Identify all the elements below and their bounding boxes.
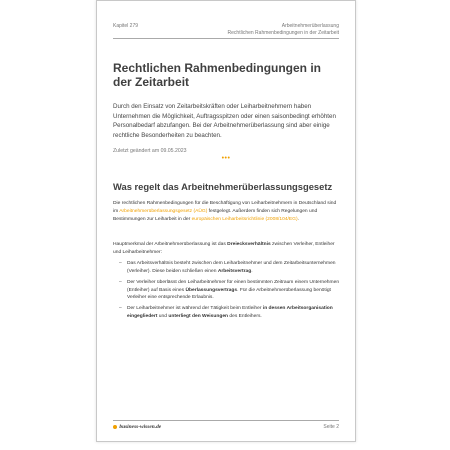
page-number: Seite 2 — [323, 424, 339, 430]
list-item-text: . Für die Arbeitnehmerüberlassung benötigt Verleiher eine entsprechende Erlaubnis. — [127, 287, 331, 301]
header-divider — [113, 38, 339, 39]
list-item — [119, 279, 341, 302]
paragraph-text: zwischen Verleiher, Entleiher und Leiharbeitnehmer: — [113, 242, 335, 255]
list-item-text: Der Verleiher überlässt den Leiharbeitnehmer für einen bestimmten Zeitraum einem Unternehmen (Entleiher) auf Basis eines — [127, 279, 340, 293]
document-page — [96, 0, 356, 442]
dash-marker: – — [119, 261, 122, 266]
aug-link[interactable]: Arbeitnehmerüberlassungsgesetz (AÜG) — [119, 208, 208, 214]
footer-divider — [113, 420, 339, 421]
section-heading: Was regelt das Arbeitnehmerüberlassungsgesetz — [113, 181, 333, 192]
list-item-text: und — [157, 314, 169, 320]
brand-logo[interactable] — [113, 424, 161, 430]
logo-text: business-wissen.de — [119, 424, 162, 430]
eu-directive-link[interactable]: europäischen Leiharbeitsrichtlinie (2008/104/EG) — [191, 216, 298, 222]
running-header-title: Arbeitnehmerüberlassung — [281, 23, 339, 29]
list-item-text: Der Leiharbeitnehmer ist während der Tätigkeit beim Entleiher — [127, 306, 263, 312]
last-updated: Zuletzt geändert am 09.05.2023 — [113, 148, 187, 154]
chapter-label: Kapitel 279 — [113, 23, 139, 29]
list-item-text: des Entleihers. — [228, 314, 262, 320]
bold-term: in dessen Arbeitsorganisation eingegliedert — [127, 306, 333, 320]
paragraph-triangle — [113, 241, 341, 257]
list-item — [119, 260, 341, 276]
running-header — [228, 23, 339, 36]
page-title: Rechtlichen Rahmenbedingungen in der Zeitarbeit — [113, 61, 322, 89]
bold-term: Arbeitsvertrag — [217, 268, 252, 274]
list-item-text: . — [251, 268, 253, 274]
logo-dot-icon — [113, 425, 117, 429]
paragraph-text: Hauptmerkmal der Arbeitnehmerüberlassung ist das — [113, 242, 228, 247]
bold-term: unterliegt den Weisungen — [168, 314, 229, 320]
paragraph-legal-basis — [113, 200, 341, 223]
paragraph-text: festgelegt. Außerdem finden sich Regelungen und Bestimmungen zur Leiharbeit in der — [113, 208, 318, 222]
dash-marker: – — [119, 279, 122, 285]
paragraph-text: . — [297, 216, 299, 222]
dash-marker: – — [119, 306, 122, 312]
bold-term: Dreiecksverhältnis — [227, 242, 271, 247]
bullet-list — [119, 260, 341, 324]
list-item — [119, 305, 341, 321]
bold-term: Überlassungsvertrags — [185, 287, 238, 293]
intro-paragraph: Durch den Einsatz von Zeitarbeitskräften oder Leiharbeitnehmern haben Unternehmen die Möglichkeit, Auftragsspitzen oder einen saisonbedingt erhöhten Personalbedarf abzufangen. Bei der Arbeitnehmerüberlassung sind aber einige rechtliche Besonderheiten zu beachten. — [113, 103, 336, 139]
list-item-text: Das Arbeitsverhältnis besteht zwischen dem Leiharbeitnehmer und dem Zeitarbeitsunternehmen (Verleiher). Diese beiden schließen einen — [127, 261, 336, 274]
separator-dots: ••• — [221, 155, 231, 162]
running-header-subtitle: Rechtlichen Rahmenbedingungen in der Zeitarbeit — [227, 29, 339, 36]
paragraph-text: Die rechtlichen Rahmenbedingungen für die Beschäftigung von Leiharbeitnehmern in Deutschland sind im — [113, 201, 337, 214]
